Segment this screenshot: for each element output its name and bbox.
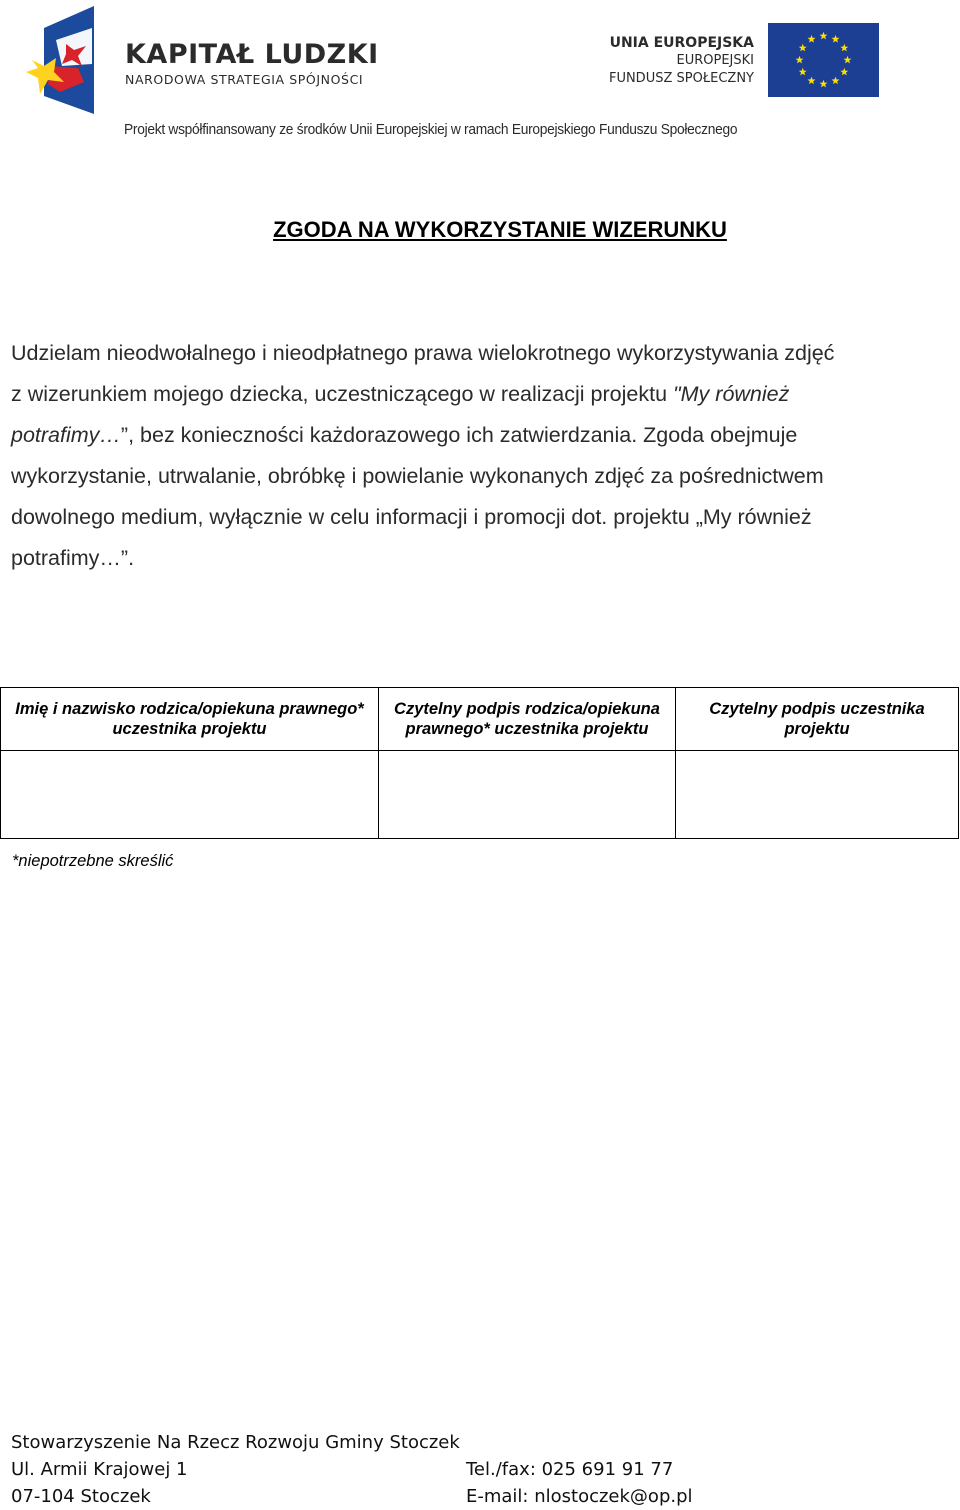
paragraph-line [11, 374, 951, 415]
project-name: potrafimy… [11, 423, 121, 447]
eu-line-2: EUROPEJSKI [676, 53, 754, 68]
footer-phone: Tel./fax: 025 691 91 77 [466, 1459, 674, 1480]
guardian-name-field[interactable] [1, 751, 379, 839]
eu-line-1: UNIA EUROPEJSKA [609, 35, 754, 51]
cofinancing-note: Projekt współfinansowany ze środków Unii Europejskiej w ramach Europejskiego Funduszu Społecznego [124, 122, 738, 138]
eu-line-3: FUNDUSZ SPOŁECZNY [608, 71, 754, 86]
footer-street: Ul. Armii Krajowej 1 [11, 1459, 188, 1480]
paragraph-line: Udzielam nieodwołalnego i nieodpłatnego prawa wielokrotnego wykorzystywania zdjęć [11, 341, 835, 365]
eu-flag-icon [768, 23, 879, 97]
participant-signature-field[interactable] [676, 751, 959, 839]
table-header-row [1, 688, 959, 751]
kapital-ludzki-logo [26, 6, 98, 116]
logo-title: KAPITAŁ LUDZKI [125, 39, 379, 70]
footer-org: Stowarzyszenie Na Rzecz Rozwoju Gminy Stoczek [11, 1432, 460, 1453]
signature-table [0, 687, 959, 839]
footer-city: 07-104 Stoczek [11, 1486, 151, 1507]
logo-subtitle: NARODOWA STRATEGIA SPÓJNOŚCI [125, 72, 364, 87]
footer-address [11, 1429, 460, 1510]
footer-contact [466, 1456, 693, 1510]
header-guardian-name: Imię i nazwisko rodzica/opiekuna prawnego* uczestnika projektu [1, 688, 379, 751]
header-participant-signature: Czytelny podpis uczestnika projektu [676, 688, 959, 751]
paragraph-line: potrafimy…”. [11, 546, 135, 570]
paragraph-text: ”, bez konieczności każdorazowego ich zatwierdzania. Zgoda obejmuje [120, 423, 798, 447]
table-row [1, 751, 959, 839]
paragraph-line: wykorzystanie, utrwalanie, obróbkę i powielanie wykonanych zdjęć za pośrednictwem [11, 464, 824, 488]
footnote: *niepotrzebne skreślić [12, 852, 174, 870]
document-title: ZGODA NA WYKORZYSTANIE WIZERUNKU [273, 217, 727, 242]
paragraph-line: dowolnego medium, wyłącznie w celu informacji i promocji dot. projektu „My również [11, 505, 812, 529]
consent-paragraph [11, 333, 951, 579]
paragraph-line [11, 415, 951, 456]
eu-logo-text [609, 34, 754, 88]
paragraph-text: z wizerunkiem mojego dziecka, uczestniczącego w realizacji projektu [11, 382, 674, 406]
header-guardian-signature: Czytelny podpis rodzica/opiekuna prawnego* uczestnika projektu [379, 688, 676, 751]
footer-email: E-mail: nlostoczek@op.pl [466, 1486, 693, 1507]
project-name: "My również [673, 382, 790, 406]
guardian-signature-field[interactable] [379, 751, 676, 839]
